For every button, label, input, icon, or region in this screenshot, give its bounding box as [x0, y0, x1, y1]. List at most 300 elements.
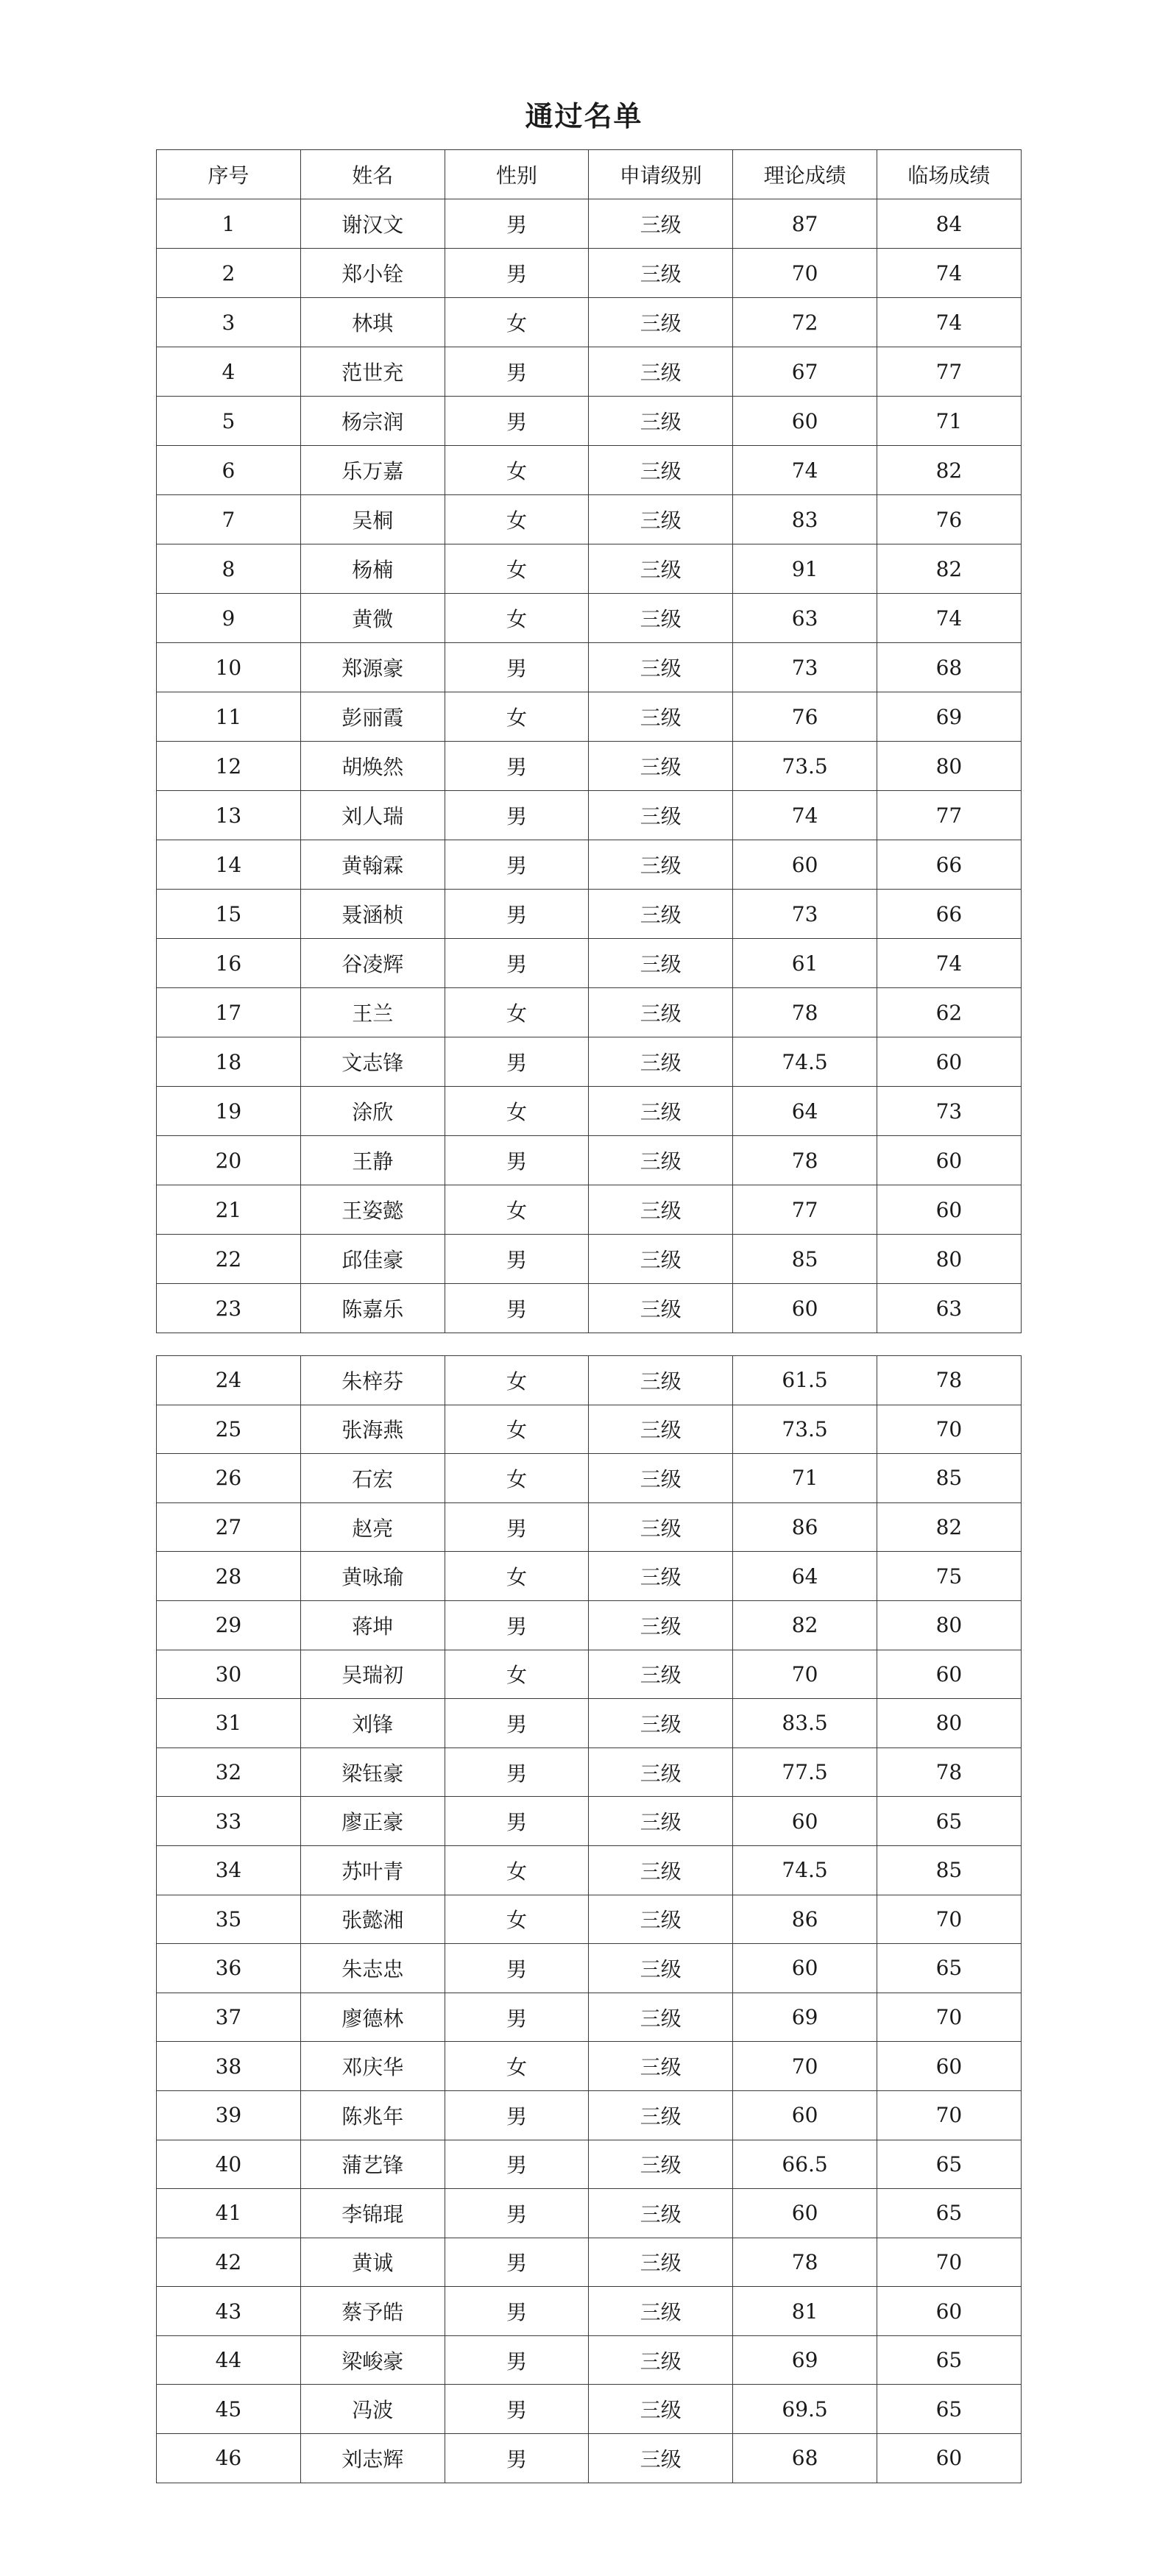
table-row: [157, 446, 1022, 495]
cell-level: 三级: [589, 1699, 733, 1748]
table-row: [157, 840, 1022, 890]
cell-theory-score: 73.5: [733, 742, 877, 791]
cell-name: 吴桐: [300, 495, 445, 544]
table-row: [157, 199, 1022, 249]
cell-level: 三级: [589, 199, 733, 249]
cell-level: 三级: [589, 1185, 733, 1235]
cell-gender: 男: [445, 2189, 589, 2238]
cell-level: 三级: [589, 840, 733, 890]
cell-gender: 男: [445, 1502, 589, 1552]
cell-index: 32: [157, 1748, 301, 1797]
cell-gender: 男: [445, 791, 589, 840]
cell-name: 朱志忠: [300, 1944, 445, 1993]
cell-index: 28: [157, 1552, 301, 1601]
pass-list-table-page-1: [156, 149, 1022, 1333]
table-row: [157, 1600, 1022, 1650]
cell-gender: 女: [445, 1405, 589, 1454]
table-row: [157, 1235, 1022, 1284]
cell-name: 王兰: [300, 988, 445, 1037]
table-row: [157, 1037, 1022, 1087]
cell-index: 24: [157, 1356, 301, 1405]
cell-theory-score: 77.5: [733, 1748, 877, 1797]
cell-theory-score: 76: [733, 692, 877, 742]
cell-gender: 男: [445, 249, 589, 298]
cell-theory-score: 74: [733, 791, 877, 840]
cell-index: 14: [157, 840, 301, 890]
cell-field-score: 84: [877, 199, 1021, 249]
cell-gender: 男: [445, 939, 589, 988]
cell-field-score: 70: [877, 1895, 1021, 1944]
table-row: [157, 2140, 1022, 2189]
cell-index: 27: [157, 1502, 301, 1552]
cell-index: 43: [157, 2287, 301, 2336]
cell-field-score: 73: [877, 1087, 1021, 1136]
cell-level: 三级: [589, 249, 733, 298]
cell-level: 三级: [589, 495, 733, 544]
cell-name: 邱佳豪: [300, 1235, 445, 1284]
header-theory-score: 理论成绩: [733, 150, 877, 199]
cell-field-score: 62: [877, 988, 1021, 1037]
cell-field-score: 76: [877, 495, 1021, 544]
table-row: [157, 347, 1022, 397]
cell-gender: 男: [445, 2090, 589, 2140]
cell-level: 三级: [589, 1895, 733, 1944]
cell-index: 7: [157, 495, 301, 544]
cell-gender: 女: [445, 1650, 589, 1699]
cell-index: 17: [157, 988, 301, 1037]
header-gender: 性别: [445, 150, 589, 199]
cell-name: 赵亮: [300, 1502, 445, 1552]
table-row: [157, 692, 1022, 742]
cell-gender: 女: [445, 594, 589, 643]
cell-field-score: 71: [877, 397, 1021, 446]
cell-level: 三级: [589, 1284, 733, 1333]
cell-index: 38: [157, 2042, 301, 2091]
cell-theory-score: 74: [733, 446, 877, 495]
cell-theory-score: 78: [733, 988, 877, 1037]
cell-field-score: 74: [877, 939, 1021, 988]
table-row: [157, 2434, 1022, 2483]
cell-field-score: 78: [877, 1748, 1021, 1797]
cell-gender: 女: [445, 1454, 589, 1503]
cell-gender: 女: [445, 1185, 589, 1235]
cell-theory-score: 60: [733, 1797, 877, 1846]
cell-name: 林琪: [300, 298, 445, 347]
cell-index: 46: [157, 2434, 301, 2483]
cell-gender: 男: [445, 397, 589, 446]
cell-level: 三级: [589, 2385, 733, 2434]
cell-theory-score: 60: [733, 840, 877, 890]
cell-name: 刘锋: [300, 1699, 445, 1748]
cell-level: 三级: [589, 1454, 733, 1503]
cell-name: 乐万嘉: [300, 446, 445, 495]
cell-gender: 男: [445, 2335, 589, 2385]
table-row: [157, 1502, 1022, 1552]
header-field-score: 临场成绩: [877, 150, 1021, 199]
cell-field-score: 74: [877, 298, 1021, 347]
cell-field-score: 60: [877, 1136, 1021, 1185]
cell-level: 三级: [589, 2042, 733, 2091]
cell-theory-score: 85: [733, 1235, 877, 1284]
table-row: [157, 1650, 1022, 1699]
cell-index: 18: [157, 1037, 301, 1087]
cell-name: 范世充: [300, 347, 445, 397]
cell-field-score: 75: [877, 1552, 1021, 1601]
cell-theory-score: 60: [733, 2189, 877, 2238]
cell-name: 刘志辉: [300, 2434, 445, 2483]
table-row: [157, 1699, 1022, 1748]
table-row: [157, 1993, 1022, 2042]
table-row: [157, 2042, 1022, 2091]
cell-name: 张海燕: [300, 1405, 445, 1454]
cell-gender: 男: [445, 840, 589, 890]
table-row: [157, 1552, 1022, 1601]
cell-gender: 男: [445, 1136, 589, 1185]
table-row: [157, 1284, 1022, 1333]
cell-field-score: 60: [877, 1037, 1021, 1087]
cell-gender: 女: [445, 446, 589, 495]
table-row: [157, 2189, 1022, 2238]
cell-index: 40: [157, 2140, 301, 2189]
table-header-row: [157, 150, 1022, 199]
cell-gender: 女: [445, 988, 589, 1037]
table-row: [157, 1454, 1022, 1503]
cell-gender: 女: [445, 1552, 589, 1601]
cell-theory-score: 72: [733, 298, 877, 347]
cell-theory-score: 77: [733, 1185, 877, 1235]
cell-index: 4: [157, 347, 301, 397]
cell-index: 12: [157, 742, 301, 791]
cell-level: 三级: [589, 643, 733, 692]
cell-name: 张懿湘: [300, 1895, 445, 1944]
header-index: 序号: [157, 150, 301, 199]
cell-gender: 男: [445, 1944, 589, 1993]
cell-gender: 男: [445, 1993, 589, 2042]
cell-index: 3: [157, 298, 301, 347]
cell-theory-score: 70: [733, 249, 877, 298]
cell-theory-score: 60: [733, 1284, 877, 1333]
table-row: [157, 1845, 1022, 1895]
page-title: 通过名单: [525, 99, 643, 132]
pass-list-table-page-2: [156, 1355, 1022, 2483]
cell-gender: 男: [445, 1600, 589, 1650]
cell-level: 三级: [589, 939, 733, 988]
cell-theory-score: 73.5: [733, 1405, 877, 1454]
cell-index: 23: [157, 1284, 301, 1333]
cell-gender: 男: [445, 2140, 589, 2189]
cell-name: 刘人瑞: [300, 791, 445, 840]
cell-level: 三级: [589, 397, 733, 446]
cell-field-score: 65: [877, 1797, 1021, 1846]
table-row: [157, 2238, 1022, 2287]
cell-index: 21: [157, 1185, 301, 1235]
cell-index: 16: [157, 939, 301, 988]
header-level: 申请级别: [589, 150, 733, 199]
cell-theory-score: 64: [733, 1552, 877, 1601]
cell-gender: 男: [445, 1284, 589, 1333]
cell-name: 郑小铨: [300, 249, 445, 298]
table-row: [157, 2335, 1022, 2385]
cell-level: 三级: [589, 298, 733, 347]
table-row: [157, 1748, 1022, 1797]
cell-level: 三级: [589, 2335, 733, 2385]
cell-level: 三级: [589, 446, 733, 495]
table-row: [157, 1356, 1022, 1405]
cell-gender: 男: [445, 1797, 589, 1846]
cell-level: 三级: [589, 2090, 733, 2140]
cell-gender: 女: [445, 1087, 589, 1136]
cell-theory-score: 86: [733, 1502, 877, 1552]
cell-gender: 女: [445, 298, 589, 347]
cell-index: 29: [157, 1600, 301, 1650]
cell-gender: 男: [445, 2385, 589, 2434]
cell-index: 37: [157, 1993, 301, 2042]
cell-field-score: 70: [877, 2238, 1021, 2287]
table-row: [157, 988, 1022, 1037]
cell-theory-score: 82: [733, 1600, 877, 1650]
table-row: [157, 1944, 1022, 1993]
cell-field-score: 68: [877, 643, 1021, 692]
cell-name: 黄诚: [300, 2238, 445, 2287]
cell-name: 吴瑞初: [300, 1650, 445, 1699]
cell-field-score: 74: [877, 249, 1021, 298]
cell-index: 44: [157, 2335, 301, 2385]
cell-name: 郑源豪: [300, 643, 445, 692]
cell-field-score: 65: [877, 2189, 1021, 2238]
cell-index: 36: [157, 1944, 301, 1993]
cell-level: 三级: [589, 1993, 733, 2042]
cell-field-score: 80: [877, 742, 1021, 791]
cell-name: 陈兆年: [300, 2090, 445, 2140]
cell-field-score: 82: [877, 1502, 1021, 1552]
cell-theory-score: 71: [733, 1454, 877, 1503]
cell-theory-score: 63: [733, 594, 877, 643]
cell-level: 三级: [589, 1600, 733, 1650]
cell-name: 蒲艺锋: [300, 2140, 445, 2189]
cell-index: 9: [157, 594, 301, 643]
cell-field-score: 70: [877, 1993, 1021, 2042]
cell-theory-score: 87: [733, 199, 877, 249]
table-row: [157, 1087, 1022, 1136]
cell-gender: 男: [445, 347, 589, 397]
cell-field-score: 69: [877, 692, 1021, 742]
cell-theory-score: 81: [733, 2287, 877, 2336]
cell-level: 三级: [589, 2238, 733, 2287]
cell-index: 45: [157, 2385, 301, 2434]
cell-name: 谢汉文: [300, 199, 445, 249]
cell-index: 30: [157, 1650, 301, 1699]
table-row: [157, 1185, 1022, 1235]
cell-level: 三级: [589, 1944, 733, 1993]
cell-level: 三级: [589, 2140, 733, 2189]
cell-theory-score: 69: [733, 1993, 877, 2042]
cell-level: 三级: [589, 1797, 733, 1846]
cell-gender: 男: [445, 643, 589, 692]
cell-index: 13: [157, 791, 301, 840]
cell-name: 聂涵桢: [300, 890, 445, 939]
cell-index: 34: [157, 1845, 301, 1895]
cell-field-score: 80: [877, 1600, 1021, 1650]
cell-gender: 男: [445, 2287, 589, 2336]
cell-name: 蔡予皓: [300, 2287, 445, 2336]
table-row: [157, 1895, 1022, 1944]
cell-field-score: 66: [877, 890, 1021, 939]
cell-theory-score: 73: [733, 890, 877, 939]
cell-index: 20: [157, 1136, 301, 1185]
cell-theory-score: 74.5: [733, 1037, 877, 1087]
cell-level: 三级: [589, 988, 733, 1037]
cell-theory-score: 73: [733, 643, 877, 692]
header-name: 姓名: [300, 150, 445, 199]
cell-level: 三级: [589, 1845, 733, 1895]
cell-gender: 男: [445, 742, 589, 791]
cell-index: 15: [157, 890, 301, 939]
cell-index: 11: [157, 692, 301, 742]
cell-gender: 女: [445, 1356, 589, 1405]
cell-level: 三级: [589, 1136, 733, 1185]
cell-theory-score: 61: [733, 939, 877, 988]
cell-theory-score: 86: [733, 1895, 877, 1944]
table-row: [157, 397, 1022, 446]
cell-level: 三级: [589, 2434, 733, 2483]
cell-field-score: 60: [877, 2287, 1021, 2336]
cell-field-score: 80: [877, 1235, 1021, 1284]
cell-theory-score: 69.5: [733, 2385, 877, 2434]
cell-index: 22: [157, 1235, 301, 1284]
cell-theory-score: 78: [733, 1136, 877, 1185]
table-row: [157, 249, 1022, 298]
cell-index: 1: [157, 199, 301, 249]
cell-field-score: 60: [877, 1185, 1021, 1235]
cell-name: 朱梓芬: [300, 1356, 445, 1405]
cell-theory-score: 69: [733, 2335, 877, 2385]
table-row: [157, 544, 1022, 594]
cell-level: 三级: [589, 1405, 733, 1454]
cell-gender: 男: [445, 1699, 589, 1748]
cell-name: 胡焕然: [300, 742, 445, 791]
cell-theory-score: 74.5: [733, 1845, 877, 1895]
cell-theory-score: 60: [733, 397, 877, 446]
cell-name: 冯波: [300, 2385, 445, 2434]
cell-index: 5: [157, 397, 301, 446]
cell-field-score: 74: [877, 594, 1021, 643]
cell-level: 三级: [589, 347, 733, 397]
cell-index: 35: [157, 1895, 301, 1944]
cell-name: 彭丽霞: [300, 692, 445, 742]
cell-index: 8: [157, 544, 301, 594]
cell-name: 王姿懿: [300, 1185, 445, 1235]
cell-name: 王静: [300, 1136, 445, 1185]
cell-gender: 女: [445, 692, 589, 742]
cell-theory-score: 91: [733, 544, 877, 594]
table-row: [157, 495, 1022, 544]
table-row: [157, 1136, 1022, 1185]
cell-gender: 女: [445, 544, 589, 594]
cell-field-score: 80: [877, 1699, 1021, 1748]
cell-name: 文志锋: [300, 1037, 445, 1087]
cell-name: 李锦琨: [300, 2189, 445, 2238]
table-row: [157, 2287, 1022, 2336]
cell-field-score: 66: [877, 840, 1021, 890]
cell-gender: 男: [445, 1235, 589, 1284]
cell-level: 三级: [589, 2189, 733, 2238]
cell-level: 三级: [589, 742, 733, 791]
cell-name: 涂欣: [300, 1087, 445, 1136]
cell-level: 三级: [589, 1502, 733, 1552]
cell-name: 谷凌辉: [300, 939, 445, 988]
cell-theory-score: 78: [733, 2238, 877, 2287]
cell-field-score: 60: [877, 1650, 1021, 1699]
table-row: [157, 643, 1022, 692]
cell-name: 苏叶青: [300, 1845, 445, 1895]
cell-level: 三级: [589, 1037, 733, 1087]
cell-level: 三级: [589, 1087, 733, 1136]
cell-index: 2: [157, 249, 301, 298]
cell-field-score: 65: [877, 2385, 1021, 2434]
cell-theory-score: 66.5: [733, 2140, 877, 2189]
cell-name: 杨楠: [300, 544, 445, 594]
cell-field-score: 82: [877, 544, 1021, 594]
cell-field-score: 85: [877, 1454, 1021, 1503]
cell-index: 42: [157, 2238, 301, 2287]
cell-field-score: 70: [877, 2090, 1021, 2140]
cell-name: 梁钰豪: [300, 1748, 445, 1797]
cell-index: 19: [157, 1087, 301, 1136]
cell-level: 三级: [589, 2287, 733, 2336]
cell-theory-score: 68: [733, 2434, 877, 2483]
cell-gender: 男: [445, 199, 589, 249]
cell-field-score: 70: [877, 1405, 1021, 1454]
cell-gender: 女: [445, 1895, 589, 1944]
cell-level: 三级: [589, 1235, 733, 1284]
cell-field-score: 63: [877, 1284, 1021, 1333]
cell-level: 三级: [589, 791, 733, 840]
cell-level: 三级: [589, 890, 733, 939]
cell-name: 黄微: [300, 594, 445, 643]
cell-theory-score: 61.5: [733, 1356, 877, 1405]
cell-name: 廖正豪: [300, 1797, 445, 1846]
cell-name: 黄咏瑜: [300, 1552, 445, 1601]
cell-gender: 男: [445, 2238, 589, 2287]
cell-index: 31: [157, 1699, 301, 1748]
cell-field-score: 65: [877, 2335, 1021, 2385]
cell-theory-score: 70: [733, 1650, 877, 1699]
cell-name: 邓庆华: [300, 2042, 445, 2091]
cell-field-score: 82: [877, 446, 1021, 495]
table-row: [157, 1405, 1022, 1454]
cell-level: 三级: [589, 544, 733, 594]
cell-index: 41: [157, 2189, 301, 2238]
cell-name: 石宏: [300, 1454, 445, 1503]
table-row: [157, 791, 1022, 840]
cell-index: 6: [157, 446, 301, 495]
cell-theory-score: 70: [733, 2042, 877, 2091]
cell-gender: 男: [445, 890, 589, 939]
cell-name: 黄翰霖: [300, 840, 445, 890]
cell-level: 三级: [589, 692, 733, 742]
cell-theory-score: 60: [733, 1944, 877, 1993]
table-row: [157, 939, 1022, 988]
cell-name: 廖德林: [300, 1993, 445, 2042]
cell-field-score: 60: [877, 2434, 1021, 2483]
cell-field-score: 60: [877, 2042, 1021, 2091]
cell-gender: 男: [445, 1037, 589, 1087]
cell-index: 25: [157, 1405, 301, 1454]
table-row: [157, 298, 1022, 347]
cell-field-score: 77: [877, 347, 1021, 397]
cell-theory-score: 64: [733, 1087, 877, 1136]
cell-level: 三级: [589, 1552, 733, 1601]
